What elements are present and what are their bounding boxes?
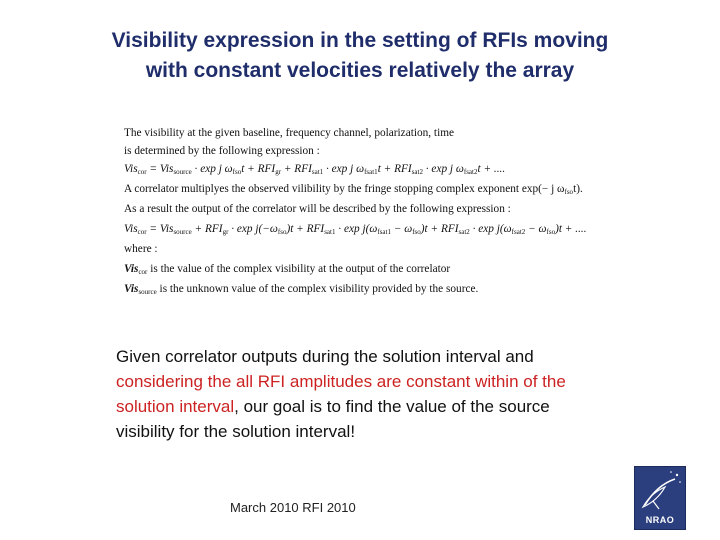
formula-line-5: As a result the output of the correlator will be described by the following expression : — [124, 203, 511, 215]
nrao-logo — [634, 466, 686, 530]
paragraph-text-1: Given correlator outputs during the solution interval and — [116, 347, 534, 366]
footer-text: March 2010 RFI 2010 — [230, 500, 356, 515]
radio-telescope-icon — [635, 467, 685, 515]
slide-title-line-1: Visibility expression in the setting of RFIs moving — [111, 29, 609, 52]
formula-line-4: A correlator multiplyes the observed vilibility by the fringe stopping complex exponent exp(− j $\omega_{fso}t$). — [124, 183, 583, 196]
slide-title-line-2: with constant velocities relatively the array — [145, 59, 575, 82]
slide-title — [40, 26, 680, 86]
formula-line-9: Vis$_{source}$ is the unknown value of the complex visibility provided by the source. — [124, 283, 479, 296]
body-paragraph — [116, 344, 586, 444]
formula-line-6: $Vis_{cor} = Vis_{source} + RFI_{gr} \cdot \exp j(-\omega_{fso})t + RFI_{sat1} \cdot \exp j(\omega_{fsat1} - \omega_{fso})t + RFI_{sat2} \cdot \exp j(\omega_{fsat2} - \omega_{fso})t$ + .... — [124, 223, 587, 236]
paragraph-highlight: considering the all RFI amplitudes are constant within of the solution interval — [116, 372, 566, 416]
formula-line-3: Vis$_{cor}$ = Vis$_{source}$ · exp j $\omega_{fso}t + RFI_{gr} + RFI_{sat1} \cdot \exp j$ $\omega_{fsat1}t + RFI_{sat2} \cdot \exp j$ $\omega_{fsat2}t$ + .... — [124, 163, 506, 176]
formula-image — [118, 122, 638, 304]
formula-line-8: Vis$_{cor}$ is the value of the complex visibility at the output of the correlator — [124, 263, 451, 276]
formula-line-1: The visibility at the given baseline, frequency channel, polarization, time — [124, 127, 455, 139]
paragraph-text-2: , our goal is to find the value of the source visibility for the solution interval! — [116, 397, 550, 441]
logo-text: NRAO — [645, 515, 675, 525]
formula-line-7: where : — [124, 243, 158, 255]
formula-line-2: is determined by the following expression : — [124, 145, 320, 157]
